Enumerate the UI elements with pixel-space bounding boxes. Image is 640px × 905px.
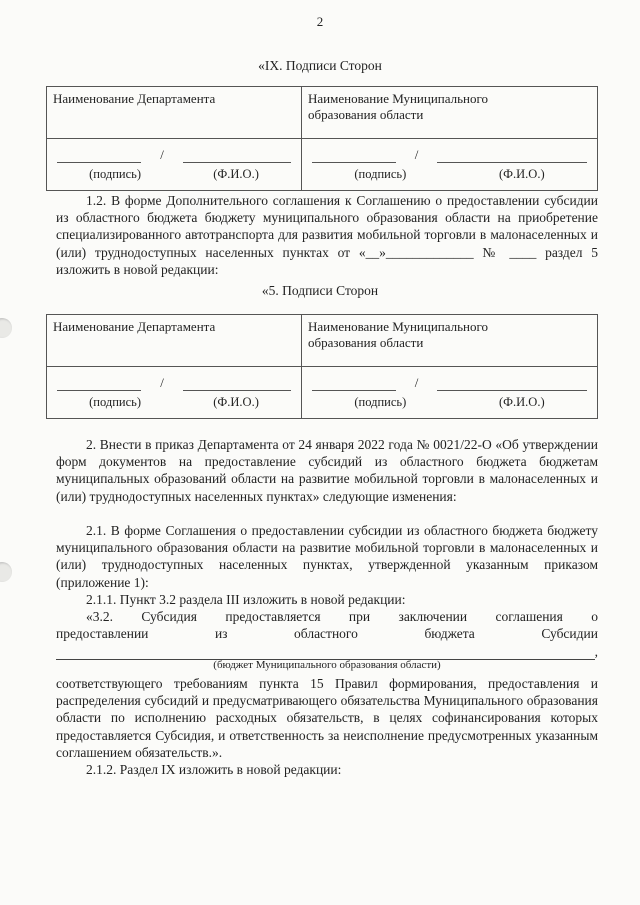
clause-word: бюджета (424, 626, 475, 641)
municipality-name-label-2: образования области (308, 107, 424, 122)
paragraph-2-1: 2.1. В форме Соглашения о предоставлении субсидии из областного бюджета бюджету муниципального образования области на развитие мобильной торговли в малонаселенных и (или) труднодоступных населенных пунктах, утвержденной указанным приказом (приложение 1): (56, 523, 598, 590)
clause-word: заключении (398, 609, 468, 624)
section-ix-heading: «IX. Подписи Сторон (258, 58, 382, 73)
name-blank (183, 378, 291, 391)
section-5-heading: «5. Подписи Сторон (261, 283, 379, 298)
punch-hole (0, 318, 12, 338)
full-name-label: (Ф.И.О.) (498, 167, 545, 181)
full-name-label: (Ф.И.О.) (213, 167, 259, 181)
page-number: 2 (316, 14, 324, 29)
department-name-cell (47, 87, 302, 139)
clause-word: соглашения (495, 609, 563, 624)
clause-3-2-rest: соответствующего требованиям пункта 15 Правил формирования, предоставления и распределения субсидий и предусматривающего обязательства Муниципального образования области по исполнению расходных обязательств, в целях софинансирования которых предоставляется Субсидия, и ответственность за неисполнение предусмотренных указанным соглашением обязательств.». (56, 676, 598, 760)
signature-blank (312, 150, 396, 163)
clause-word: Субсидии (541, 626, 598, 641)
department-signature-cell (47, 139, 302, 191)
signature-label: (подпись) (354, 167, 407, 181)
slash: / (414, 147, 419, 162)
clause-word: «3.2. (86, 609, 113, 624)
signature-table-1 (46, 86, 598, 191)
municipality-name-label-1: Наименование Муниципального (308, 91, 489, 106)
signature-label: (подпись) (89, 395, 142, 409)
municipality-name-cell (302, 315, 598, 367)
punch-hole (0, 562, 12, 582)
department-signature-cell (47, 367, 302, 419)
municipality-name-label-1: Наименование Муниципального (308, 319, 489, 334)
department-name-label: Наименование Департамента (53, 319, 216, 334)
signature-table-2 (46, 314, 598, 419)
municipality-name-label-2: образования области (308, 335, 424, 350)
name-blank (437, 150, 587, 163)
name-blank (437, 378, 587, 391)
municipality-name-cell (302, 87, 598, 139)
budget-fill-line (56, 643, 598, 660)
department-name-cell (47, 315, 302, 367)
municipality-signature-cell (302, 139, 598, 191)
budget-blank (56, 645, 595, 660)
clause-word: Субсидия (141, 609, 197, 624)
clause-word: о (591, 609, 598, 624)
clause-3-2-line-1 (56, 608, 598, 625)
signature-label: (подпись) (354, 395, 407, 409)
signature-label: (подпись) (89, 167, 142, 181)
signature-blank (57, 378, 141, 391)
signature-blank (57, 150, 141, 163)
clause-word: областного (294, 626, 358, 641)
full-name-label: (Ф.И.О.) (498, 395, 545, 409)
clause-word: из (214, 626, 228, 641)
fill-line-comma: , (594, 644, 598, 659)
department-name-label: Наименование Департамента (53, 91, 216, 106)
paragraph-2: 2. Внести в приказ Департамента от 24 января 2022 года № 0021/22-О «Об утверждении форм документов на предоставление субсидий из областного бюджета бюджетам муниципальных образований области на развитие мобильной торговли в малонаселенных и (или) труднодоступных населенных пунктах» следующие изменения: (56, 437, 598, 504)
municipality-signature-cell (302, 367, 598, 419)
paragraph-2-1-1: 2.1.1. Пункт 3.2 раздела III изложить в новой редакции: (86, 592, 406, 607)
clause-word: предоставляется (225, 609, 321, 624)
signature-blank (312, 378, 396, 391)
clause-3-2-line-2 (56, 625, 598, 642)
slash: / (414, 375, 419, 390)
paragraph-1-2: 1.2. В форме Дополнительного соглашения к Соглашению о предоставлении субсидии из областного бюджета бюджету муниципального образования области на приобретение специализированного автотранспорта для развития мобильной торговли в малонаселенных и (или) труднодоступных населенных пунктах от «__»_____________ № ____ раздел 5 изложить в новой редакции: (56, 193, 598, 277)
budget-caption: (бюджет Муниципального образования области) (213, 659, 441, 671)
clause-word: при (348, 609, 371, 624)
paragraph-2-1-2: 2.1.2. Раздел IX изложить в новой редакции: (86, 762, 342, 777)
name-blank (183, 150, 291, 163)
clause-word: предоставлении (56, 626, 149, 641)
full-name-label: (Ф.И.О.) (213, 395, 259, 409)
slash: / (160, 147, 164, 162)
slash: / (160, 375, 164, 390)
